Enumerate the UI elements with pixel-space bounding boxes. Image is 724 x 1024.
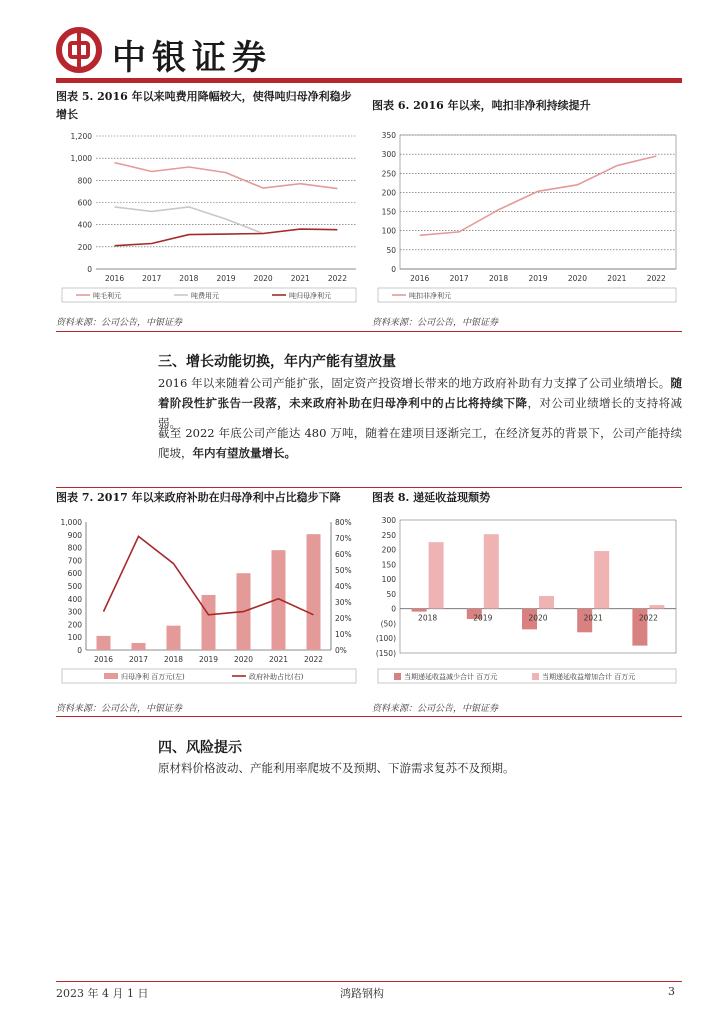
series-line-0 xyxy=(115,163,338,189)
x-tick-label: 2019 xyxy=(473,613,493,623)
legend-swatch xyxy=(104,673,118,679)
footer-page: 3 xyxy=(668,985,675,998)
y2-tick-label: 10% xyxy=(335,630,352,639)
section3-title: 三、增长动能切换，年内产能有望放量 xyxy=(158,354,396,370)
y-tick-label: 150 xyxy=(381,560,396,570)
y-tick-label: 0 xyxy=(391,265,396,274)
x-tick-label: 2020 xyxy=(253,274,273,283)
y-tick-label: 300 xyxy=(381,150,396,160)
y-tick-label: 800 xyxy=(67,543,82,553)
x-tick-label: 2016 xyxy=(93,655,114,664)
y-tick-label: 800 xyxy=(77,176,92,186)
y-tick-label: 50 xyxy=(386,245,396,255)
x-tick-label: 2017 xyxy=(128,655,149,664)
footer-company: 鸿路钢构 xyxy=(340,987,384,1000)
fig8-chart xyxy=(370,512,682,696)
x-tick-label: 2018 xyxy=(418,613,438,623)
divider-3 xyxy=(56,716,682,717)
legend-swatch xyxy=(394,673,401,680)
y2-tick-label: 30% xyxy=(335,598,352,607)
y-tick-label: 300 xyxy=(381,516,396,525)
brand-logo xyxy=(56,27,102,73)
y-tick-label: 600 xyxy=(67,569,82,579)
section3-p1-text-end: ，对公司业绩增长的支持将减弱。 xyxy=(158,396,683,430)
legend-label: 吨归母净利元 xyxy=(289,292,331,300)
legend-label: 吨毛利元 xyxy=(93,292,121,300)
x-tick-label: 2017 xyxy=(449,274,469,283)
x-tick-label: 2018 xyxy=(163,655,184,664)
y-tick-label: 0 xyxy=(391,604,396,614)
y-tick-label: 200 xyxy=(67,620,82,630)
legend-label: 吨扣非净利元 xyxy=(409,292,451,300)
y-tick-label: 350 xyxy=(381,131,396,140)
bar-series-0 xyxy=(412,609,427,612)
y-tick-label: (50) xyxy=(380,619,396,629)
x-tick-label: 2019 xyxy=(216,274,236,283)
y2-tick-label: 20% xyxy=(335,614,352,623)
y-tick-label: 150 xyxy=(381,207,396,217)
y2-tick-label: 50% xyxy=(335,566,352,575)
fig7-chart xyxy=(56,512,361,696)
legend-label: 当期递延收益减少合计 百万元 xyxy=(404,673,498,681)
y-tick-label: 100 xyxy=(381,226,396,236)
section4-title: 四、风险提示 xyxy=(158,740,242,756)
y-tick-label: 200 xyxy=(381,545,396,555)
x-tick-label: 2019 xyxy=(528,274,548,283)
fig5-source: 资料来源：公司公告，中银证券 xyxy=(56,318,183,328)
section3-p2-text: 截至 2022 年底公司产能达 480 万吨，随着在建项目逐渐完工，在经济复苏的背景下，公司产能持续爬坡， xyxy=(158,426,682,460)
x-tick-label: 2020 xyxy=(528,613,548,623)
x-tick-label: 2022 xyxy=(303,655,324,664)
fig7-title: 图表 7. 2017 年以来政府补助在归母净利中占比稳步下降 xyxy=(56,491,341,504)
brand-name: 中银证券 xyxy=(112,38,272,78)
y-tick-label: 100 xyxy=(67,633,82,643)
y-tick-label: 1,000 xyxy=(70,154,92,164)
y2-tick-label: 70% xyxy=(335,534,352,543)
section3-p1-bold: 随着阶段性扩张告一段落，未来政府补助在归母净利中的占比将持续下降 xyxy=(158,376,682,410)
y-tick-label: 700 xyxy=(67,556,82,566)
footer-rule xyxy=(56,981,682,982)
bar-series-1 xyxy=(539,596,554,609)
bar-series-1 xyxy=(649,605,664,609)
series-line-0 xyxy=(420,156,657,235)
fig6-source: 资料来源：公司公告，中银证券 xyxy=(372,318,499,328)
x-tick-label: 2022 xyxy=(327,274,347,283)
x-tick-label: 2018 xyxy=(489,274,509,283)
x-tick-label: 2021 xyxy=(607,274,627,283)
x-tick-label: 2022 xyxy=(638,613,658,623)
bar-series-1 xyxy=(594,551,609,609)
legend-label: 政府补助占比(右) xyxy=(249,673,304,681)
bank-of-china-logo-icon xyxy=(56,27,102,73)
fig6-title: 图表 6. 2016 年以来，吨扣非净利持续提升 xyxy=(372,99,591,112)
x-tick-label: 2021 xyxy=(290,274,310,283)
bar-series-1 xyxy=(484,534,499,608)
x-tick-label: 2018 xyxy=(179,274,199,283)
legend-label: 当期递延收益增加合计 百万元 xyxy=(542,673,636,681)
y-tick-label: 50 xyxy=(386,589,396,599)
y2-tick-label: 40% xyxy=(335,582,352,591)
y-tick-label: 400 xyxy=(77,220,92,230)
section3-p2-bold: 年内有望放量增长。 xyxy=(192,446,296,460)
y2-tick-label: 80% xyxy=(335,518,352,527)
section3-p1-text: 2016 年以来随着公司产能扩张，固定资产投资增长带来的地方政府补助有力支撑了公司业绩增长。 xyxy=(158,376,671,390)
y-tick-label: 250 xyxy=(381,530,396,540)
legend-label: 吨费用元 xyxy=(191,292,219,300)
y-tick-label: 0 xyxy=(77,646,82,655)
legend-swatch xyxy=(532,673,539,680)
y-tick-label: (100) xyxy=(375,634,396,644)
y-tick-label: 200 xyxy=(77,242,92,252)
plot-frame xyxy=(400,135,676,269)
series-line-1 xyxy=(115,207,264,234)
y-tick-label: 300 xyxy=(67,607,82,617)
section4-paragraph: 原材料价格波动、产能利用率爬坡不及预期、下游需求复苏不及预期。 xyxy=(158,761,515,775)
x-tick-label: 2019 xyxy=(198,655,219,664)
x-tick-label: 2017 xyxy=(142,274,162,283)
x-tick-label: 2021 xyxy=(268,655,289,664)
fig8-source: 资料来源：公司公告，中银证券 xyxy=(372,704,499,714)
bar xyxy=(307,534,321,650)
y-tick-label: 900 xyxy=(67,530,82,540)
fig5-title: 图表 5. 2016 年以来吨费用降幅较大，使得吨归母净利稳步增长 xyxy=(56,90,352,121)
x-tick-label: 2016 xyxy=(105,274,125,283)
x-tick-label: 2021 xyxy=(583,613,603,623)
series-line-2 xyxy=(115,229,338,246)
y-tick-label: 200 xyxy=(381,188,396,198)
bar xyxy=(97,636,111,650)
bar xyxy=(167,626,181,650)
bar xyxy=(202,595,216,650)
y-tick-label: 1,200 xyxy=(70,132,92,141)
fig7-source: 资料来源：公司公告，中银证券 xyxy=(56,704,183,714)
y2-tick-label: 0% xyxy=(335,646,347,655)
header-rule xyxy=(56,78,682,83)
x-tick-label: 2022 xyxy=(646,274,666,283)
y-tick-label: (150) xyxy=(375,649,396,658)
section3-paragraph-2 xyxy=(158,423,682,463)
y2-tick-label: 60% xyxy=(335,550,352,559)
x-tick-label: 2016 xyxy=(410,274,430,283)
y-tick-label: 250 xyxy=(381,169,396,179)
bar-series-1 xyxy=(429,542,444,609)
bar xyxy=(132,643,146,650)
x-tick-label: 2020 xyxy=(233,655,254,664)
fig8-title: 图表 8. 递延收益现颓势 xyxy=(372,491,491,504)
divider-1 xyxy=(56,331,682,332)
footer-date: 2023 年 4 月 1 日 xyxy=(56,987,149,1000)
legend-label: 归母净利 百万元(左) xyxy=(121,673,185,681)
y-tick-label: 100 xyxy=(381,575,396,585)
y-tick-label: 400 xyxy=(67,594,82,604)
y-tick-label: 0 xyxy=(87,265,92,274)
y-tick-label: 1,000 xyxy=(60,518,82,527)
divider-2 xyxy=(56,487,682,488)
fig5-chart xyxy=(56,126,361,310)
x-tick-label: 2020 xyxy=(567,274,587,283)
fig6-chart xyxy=(370,126,682,310)
y-tick-label: 500 xyxy=(67,582,82,591)
y-tick-label: 600 xyxy=(77,198,92,208)
